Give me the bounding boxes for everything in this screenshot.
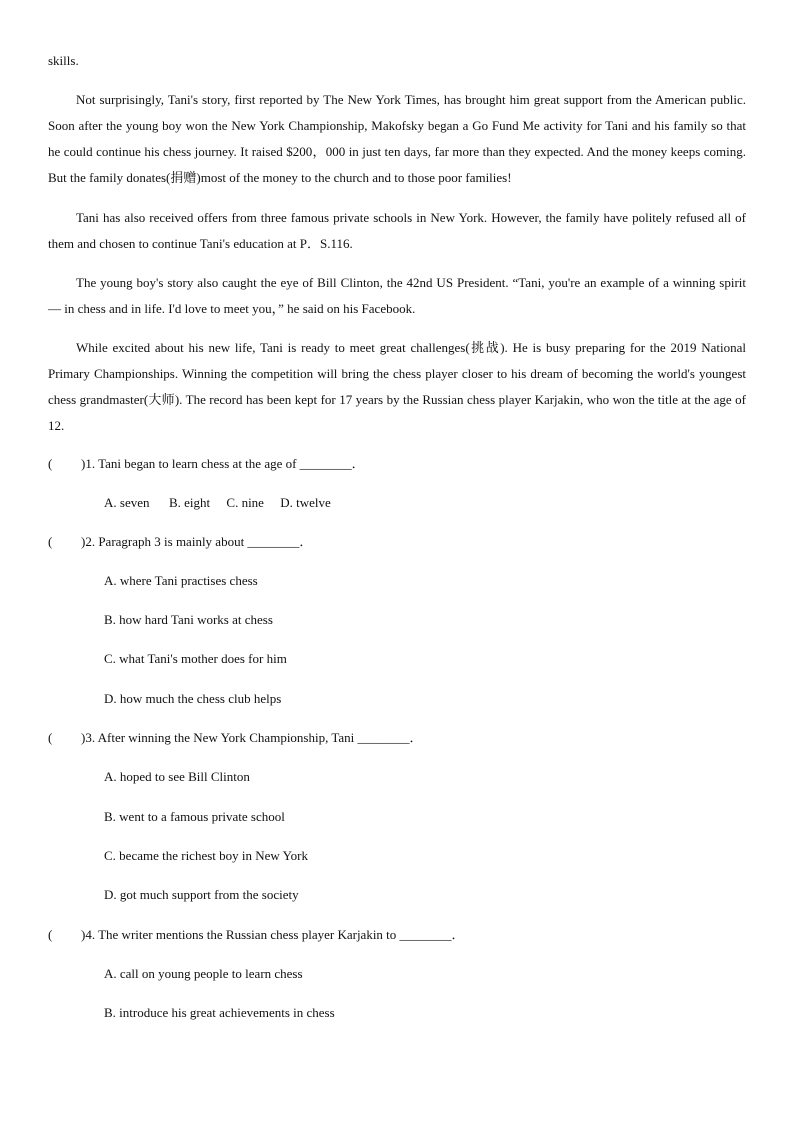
- question-stem: )3. After winning the New York Championship, Tani ________．: [81, 730, 423, 745]
- paragraph-support: Not surprisingly, Tani's story, first reported by The New York Times, has brought him great support from the American public. Soon after the young boy won the New York Championship, Makofsky began a Go Fund Me activity for Tani and his family so that he could continue his chess journey. It raised $200，000 in just ten days, far more than they expected. And the money keeps coming. But the family donates(捐赠)most of the money to the church and to those poor families!: [48, 92, 746, 185]
- question-3: [48, 728, 746, 748]
- option: B. went to a famous private school: [104, 809, 285, 824]
- answer-blank[interactable]: (: [48, 534, 53, 549]
- question-stem: )1. Tani began to learn chess at the age of ________．: [81, 456, 365, 471]
- question-2: [48, 532, 746, 552]
- document-page: [48, 48, 746, 1023]
- option: D. got much support from the society: [104, 887, 299, 902]
- paragraph-clinton: The young boy's story also caught the eye of Bill Clinton, the 42nd US President. “Tani, you're an example of a winning spirit — in chess and in life. I'd love to meet you，” he said on his Facebook.: [48, 275, 746, 316]
- option: C. what Tani's mother does for him: [104, 651, 287, 666]
- option: C. became the richest boy in New York: [104, 848, 308, 863]
- question-1-options: A. seven B. eight C. nine D. twelve: [104, 495, 331, 510]
- paragraph-schools: Tani has also received offers from three famous private schools in New York. However, the family have politely refused all of them and chosen to continue Tani's education at P．S.116.: [48, 210, 746, 251]
- option: A. hoped to see Bill Clinton: [104, 769, 250, 784]
- question-4: [48, 925, 746, 945]
- option: D. how much the chess club helps: [104, 691, 282, 706]
- passage-fragment: skills.: [48, 53, 79, 68]
- option: B. introduce his great achievements in chess: [104, 1005, 335, 1020]
- answer-blank[interactable]: (: [48, 730, 53, 745]
- option: A. where Tani practises chess: [104, 573, 258, 588]
- answer-blank[interactable]: (: [48, 927, 53, 942]
- question-1: [48, 454, 746, 474]
- question-stem: )2. Paragraph 3 is mainly about ________．: [81, 534, 313, 549]
- answer-blank[interactable]: (: [48, 456, 53, 471]
- option: A. call on young people to learn chess: [104, 966, 303, 981]
- question-stem: )4. The writer mentions the Russian chess player Karjakin to ________．: [81, 927, 465, 942]
- paragraph-challenges: While excited about his new life, Tani is ready to meet great challenges(挑战). He is busy preparing for the 2019 National Primary Championships. Winning the competition will bring the chess player closer to his dream of becoming the world's youngest chess grandmaster(大师). The record has been kept for 17 years by the Russian chess player Karjakin, who won the title at the age of 12.: [48, 340, 746, 433]
- option: B. how hard Tani works at chess: [104, 612, 273, 627]
